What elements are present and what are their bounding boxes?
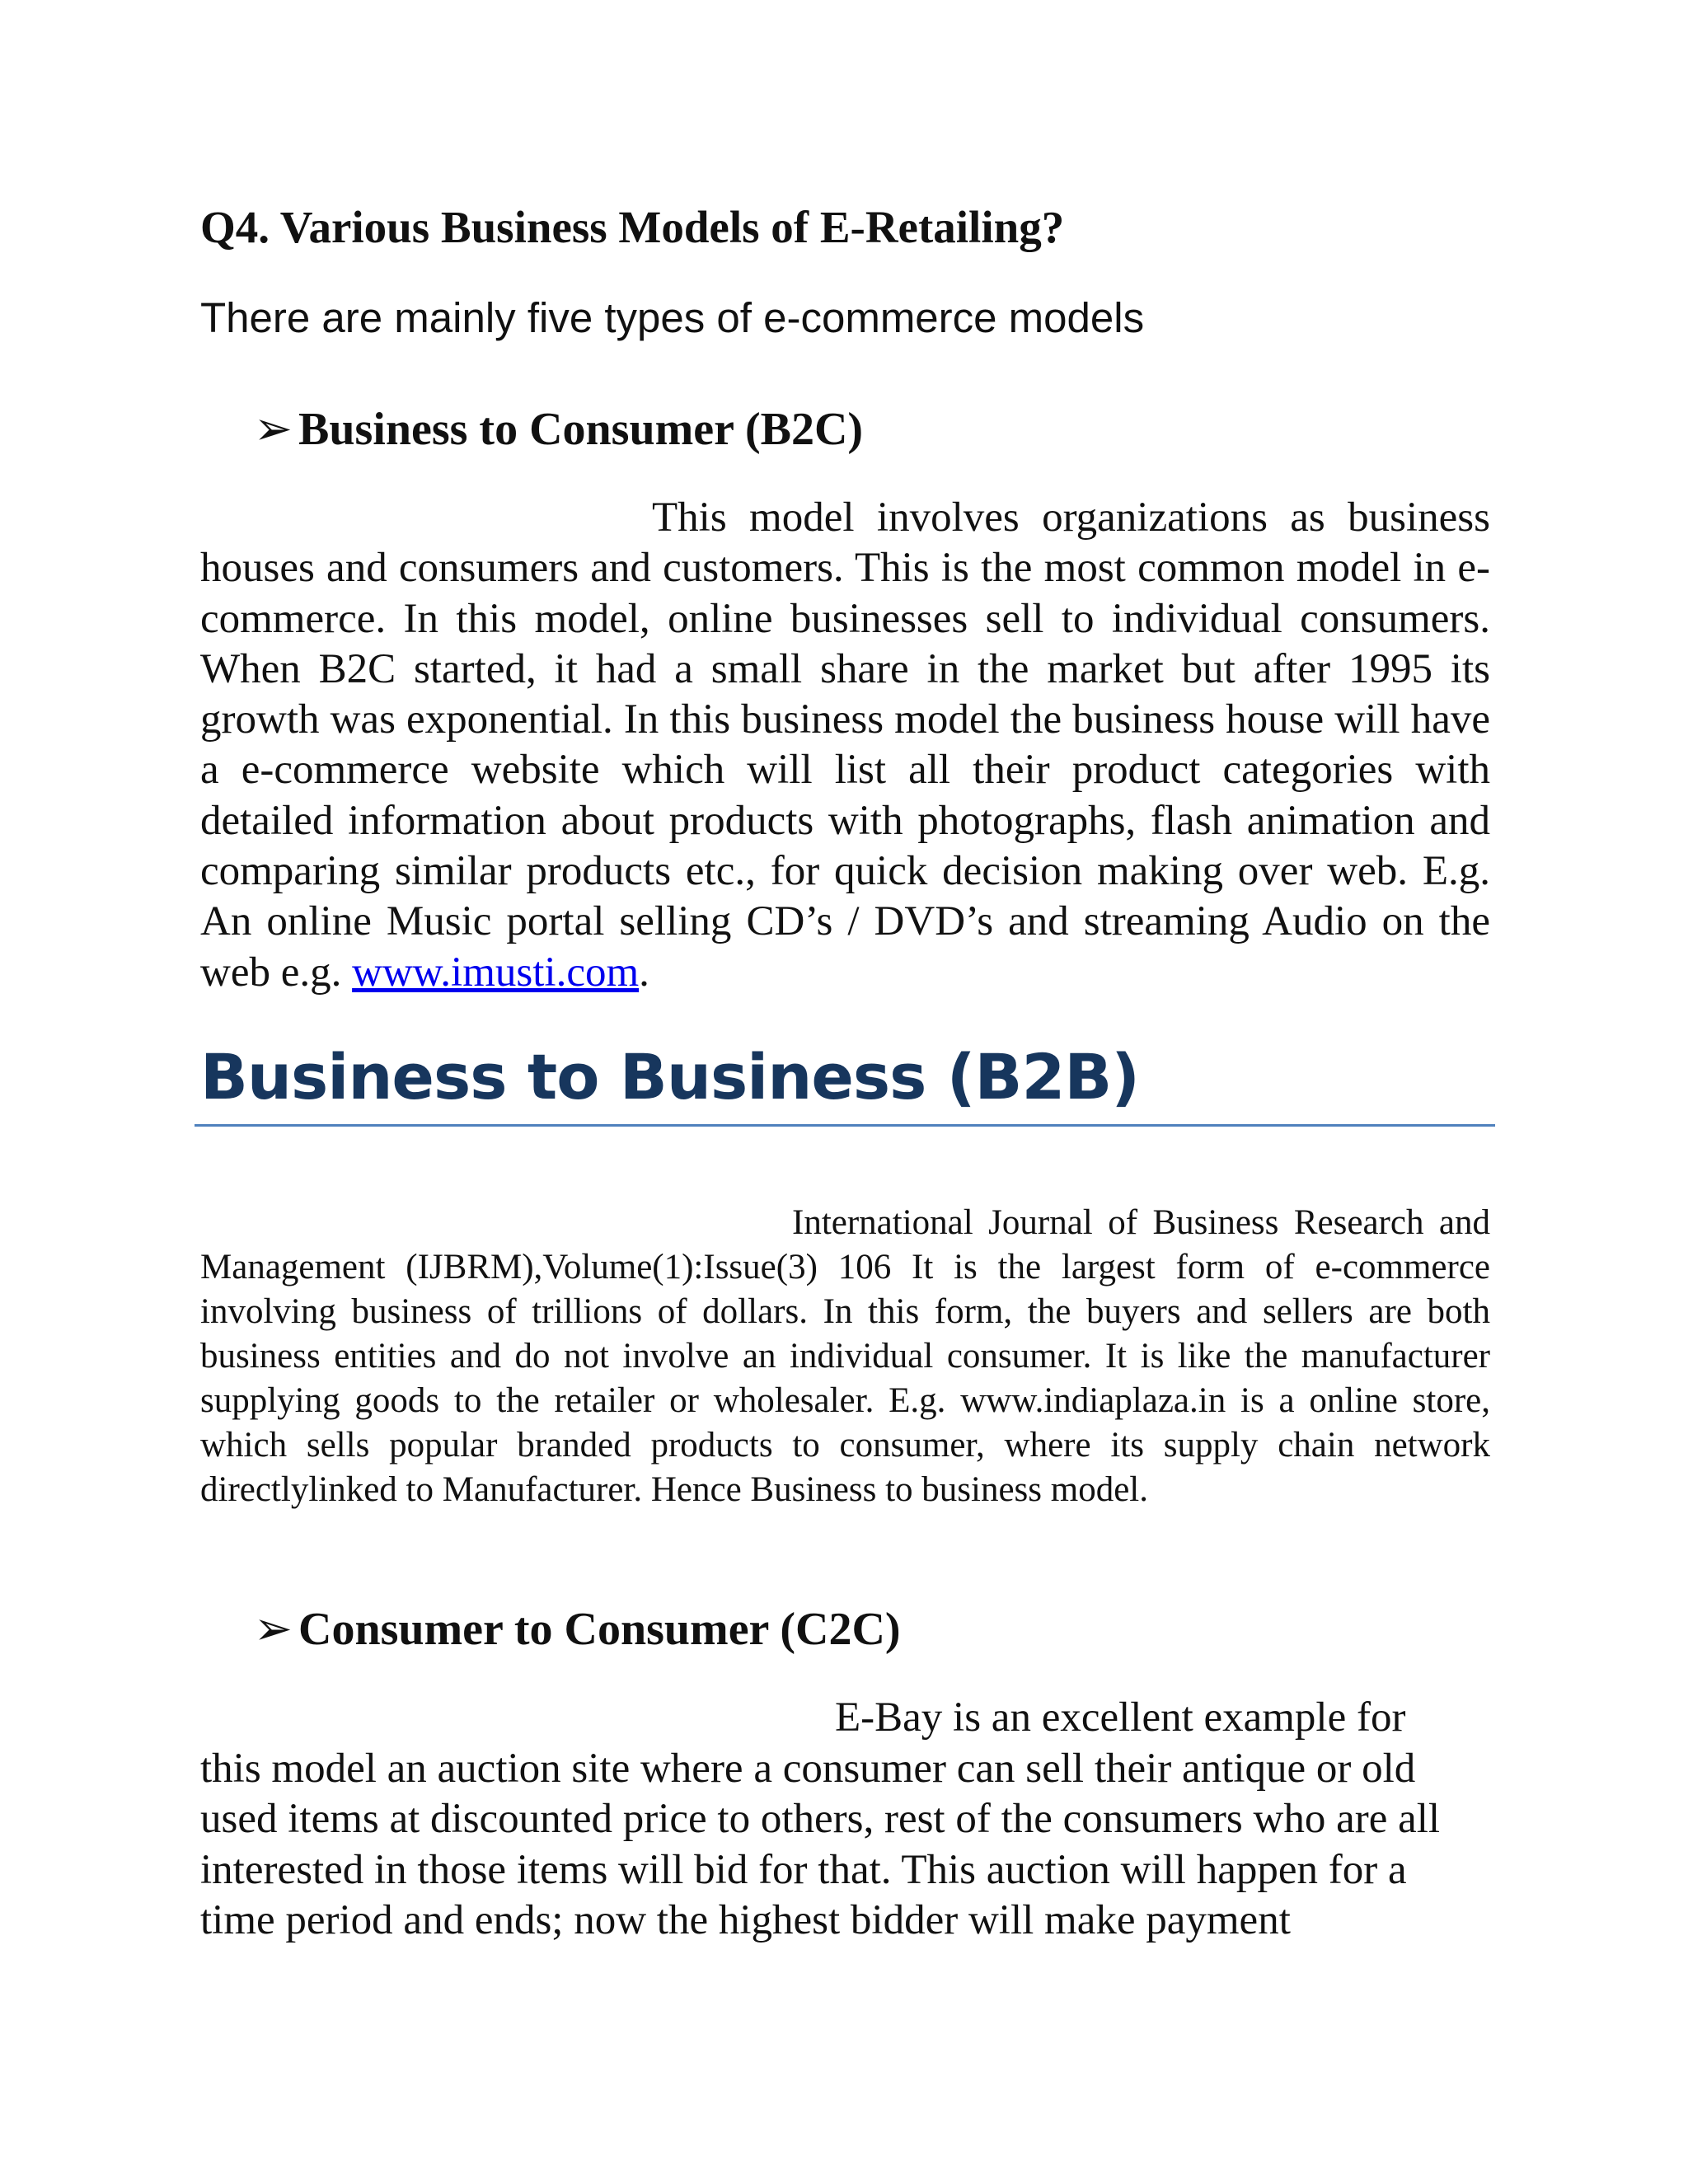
b2b-body-text: International Journal of Business Research and Management (IJBRM),Volume(1):Issue(3) 106 It is the largest form of e-commerce involving business of trillions of dollars. In this form, the buyers and sellers are both business entities and do not involve an individual consumer. It is like the manufacturer supplying goods to the retailer or wholesaler. E.g. www.indiaplaza.in is a online store, which sells popular branded products to consumer, where its supply chain network directlylinked to Manufacturer. Hence Business to business model.: [200, 1203, 1490, 1509]
heading-underline-divider: [195, 1124, 1495, 1127]
b2c-paragraph: [200, 493, 1490, 998]
c2c-paragraph: [200, 1693, 1445, 1947]
b2c-heading-text: Business to Consumer (B2C): [298, 404, 864, 455]
arrow-bullet-icon: ➢: [254, 404, 293, 455]
c2c-body-text: E-Bay is an excellent example for this model an auction site where a consumer can sell their antique or old used items at discounted price to others, rest of the consumers who are all interested in those items will bid for that. This auction will happen for a time period and ends; now the highest bidder will make payment: [200, 1694, 1441, 1943]
b2b-paragraph: [200, 1201, 1490, 1512]
b2c-body-end: .: [639, 949, 649, 996]
question-title: Q4. Various Business Models of E-Retailing?: [200, 202, 1065, 252]
intro-text: There are mainly five types of e-commerce models: [200, 294, 1145, 341]
b2c-heading: [254, 402, 863, 457]
arrow-bullet-icon: ➢: [254, 1604, 293, 1655]
b2c-body-text: This model involves organizations as business houses and consumers and customers. This is the most common model in e-commerce. In this model, online businesses sell to individual consumers. When B2C started, it had a small share in the market but after 1995 its growth was exponential. In this business model the business house will have a e-commerce website which will list all their product categories with detailed information about products with photographs, flash animation and comparing similar products etc., for quick decision making over web. E.g. An online Music portal selling CD’s / DVD’s and streaming Audio on the web e.g.: [200, 494, 1490, 996]
imusti-link[interactable]: www.imusti.com: [352, 949, 640, 996]
c2c-heading-text: Consumer to Consumer (C2C): [298, 1604, 901, 1655]
c2c-heading: [254, 1602, 901, 1657]
b2b-heading: Business to Business (B2B): [200, 1040, 1140, 1113]
